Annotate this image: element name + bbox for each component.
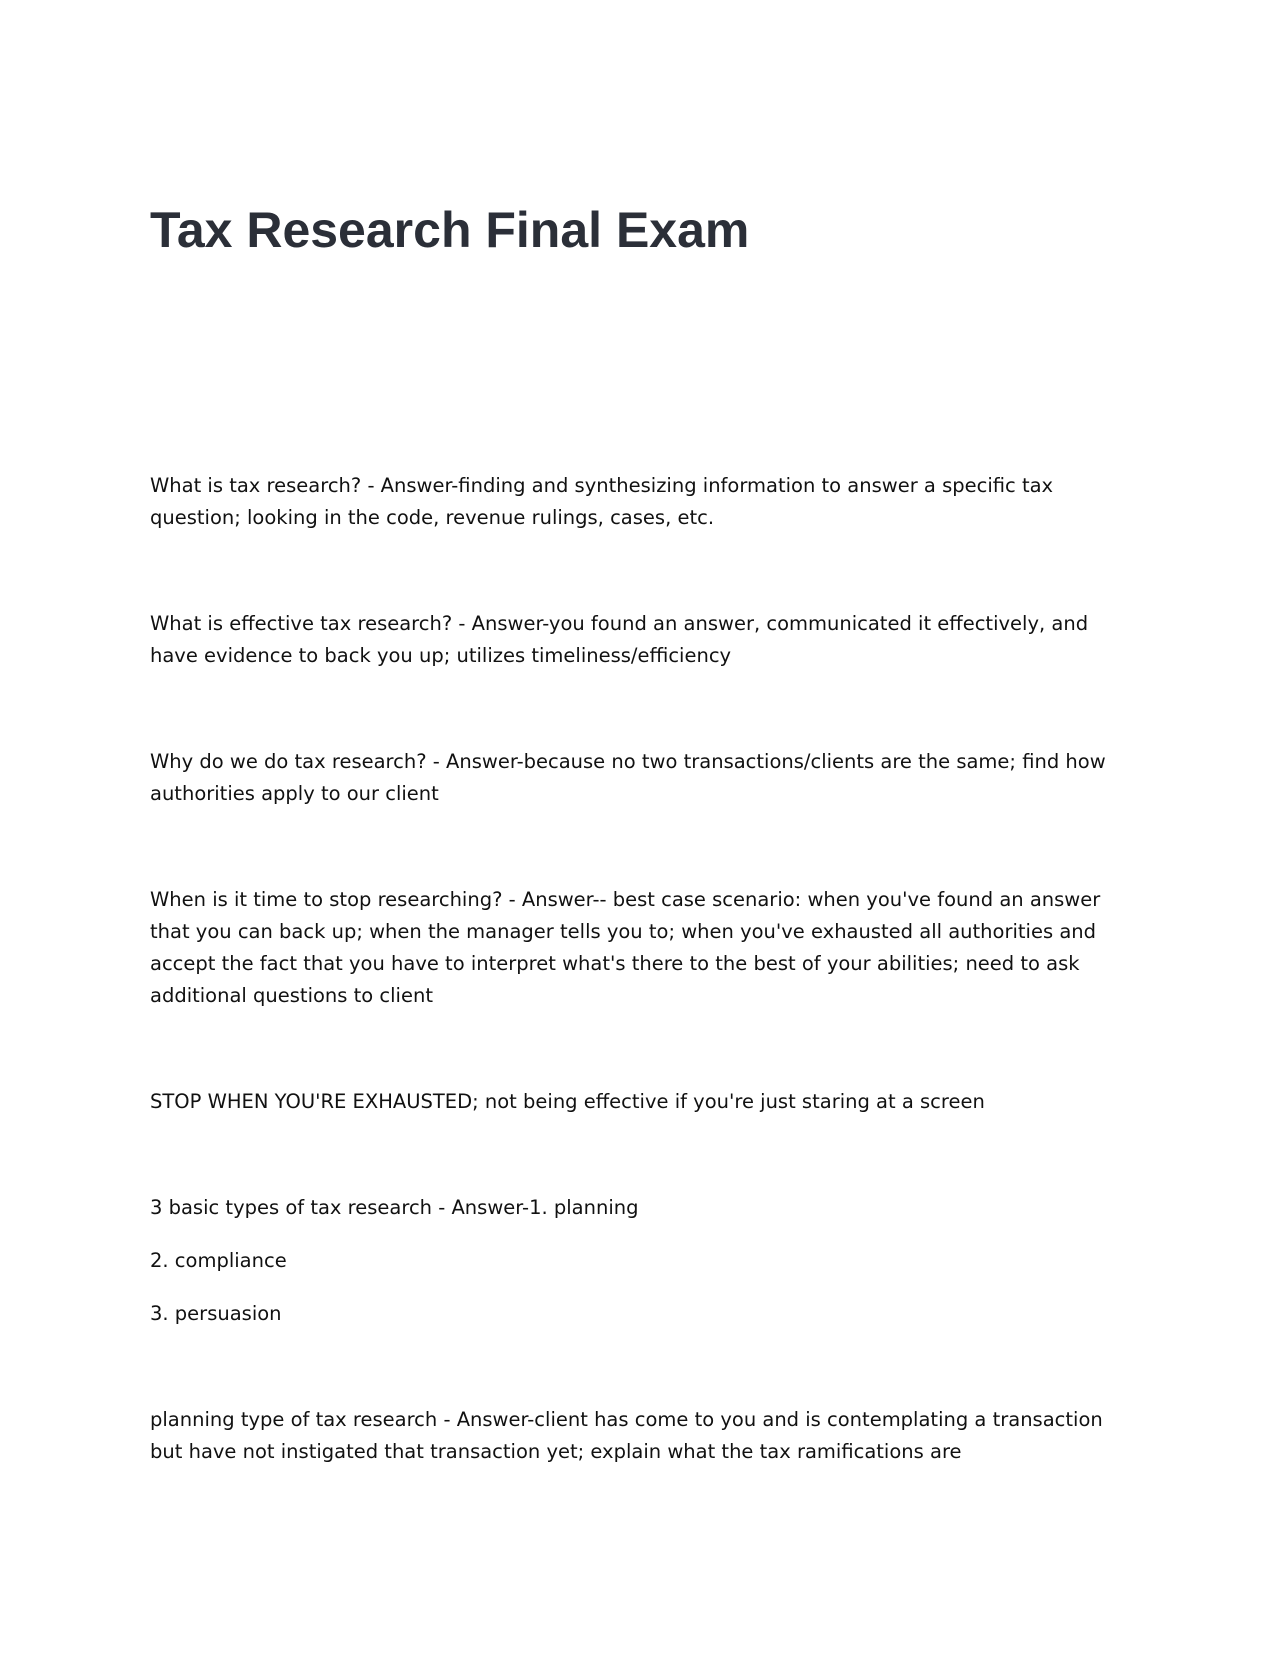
paragraph-when-to-stop: When is it time to stop researching? - Answer-- best case scenario: when you've found an answer that you can back up; when the manager tells you to; when you've exhausted all authorities and accept the fact that you have to interpret what's there to the best of your abilities; need to ask additional questions to client — [150, 888, 1101, 1007]
paragraph-effective-tax-research: What is effective tax research? - Answer-you found an answer, communicated it effectively, and have evidence to back you up; utilizes timeliness/efficiency — [150, 612, 1089, 667]
list-item: 2. compliance — [150, 1249, 287, 1272]
list-item: 3 basic types of tax research - Answer-1. planning — [150, 1196, 639, 1219]
paragraph-what-is-tax-research: What is tax research? - Answer-finding and synthesizing information to answer a specific tax question; looking in the code, revenue rulings, cases, etc. — [150, 474, 1054, 529]
paragraph-planning-type: planning type of tax research - Answer-client has come to you and is contemplating a transaction but have not instigated that transaction yet; explain what the tax ramifications are — [150, 1408, 1103, 1463]
document-body — [150, 470, 1135, 1542]
paragraph-stop-when-exhausted: STOP WHEN YOU'RE EXHAUSTED; not being effective if you're just staring at a screen — [150, 1090, 985, 1113]
page-title: Tax Research Final Exam — [150, 202, 750, 258]
list-item: 3. persuasion — [150, 1302, 282, 1325]
paragraph-why-tax-research: Why do we do tax research? - Answer-because no two transactions/clients are the same; find how authorities apply to our client — [150, 750, 1106, 805]
